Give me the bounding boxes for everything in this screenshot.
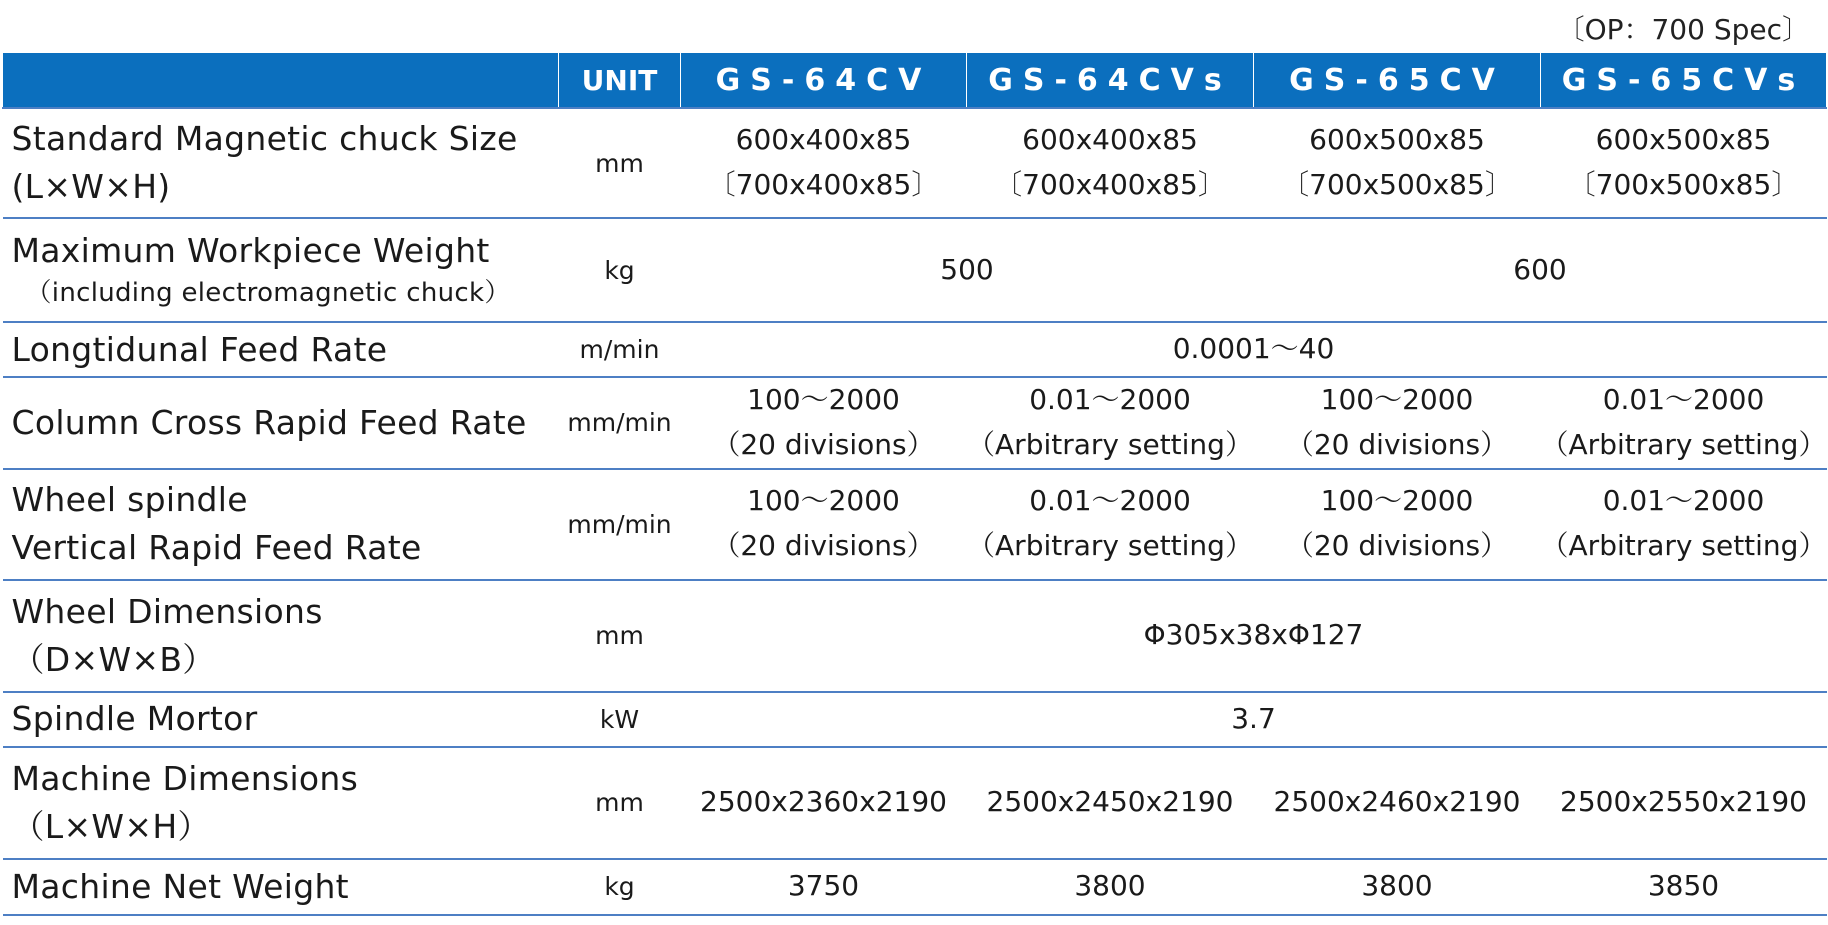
value-line: 0.01～2000 bbox=[1029, 383, 1191, 416]
value-line: （Arbitrary setting） bbox=[1540, 427, 1827, 461]
header-model-gs64cvs: GS-64CVs bbox=[967, 53, 1254, 108]
value-line: 〔700x500x85〕 bbox=[1567, 168, 1800, 201]
row-label bbox=[3, 108, 559, 218]
value-cell-gs65: 600 bbox=[1254, 218, 1827, 322]
unit-cell: mm/min bbox=[559, 469, 681, 580]
header-model-gs65cv: GS-65CV bbox=[1254, 53, 1541, 108]
row-machine-net-weight bbox=[3, 859, 1827, 915]
value-line: 〔700x500x85〕 bbox=[1281, 168, 1513, 201]
value-cell-all: 0.0001～40 bbox=[681, 322, 1827, 377]
value-cell bbox=[681, 377, 967, 469]
value-line: （Arbitrary setting） bbox=[967, 529, 1253, 563]
header-model-gs65cvs: GS-65CVs bbox=[1541, 53, 1827, 108]
row-label bbox=[3, 747, 559, 859]
value-cell bbox=[1254, 108, 1541, 218]
value-line: （20 divisions） bbox=[712, 427, 935, 461]
value-cell: 3800 bbox=[967, 859, 1254, 915]
value-line: 0.01～2000 bbox=[1602, 383, 1765, 416]
spec-table bbox=[2, 53, 1827, 916]
label-line: Machine Dimensions bbox=[11, 758, 359, 798]
value-line: 100～2000 bbox=[1320, 383, 1474, 416]
value-cell bbox=[967, 469, 1254, 580]
label-line: （L×W×H） bbox=[11, 806, 211, 846]
value-line: （20 divisions） bbox=[1285, 529, 1509, 563]
row-label: Spindle Mortor bbox=[3, 692, 559, 747]
unit-cell: m/min bbox=[559, 322, 681, 377]
value-line: 0.01～2000 bbox=[1029, 484, 1191, 518]
value-line: （20 divisions） bbox=[1285, 427, 1509, 461]
value-cell-all: Φ305x38xΦ127 bbox=[681, 580, 1827, 692]
value-cell bbox=[681, 469, 967, 580]
label-line: (L×W×H) bbox=[11, 167, 171, 206]
unit-cell: kW bbox=[559, 692, 681, 747]
value-cell bbox=[1254, 469, 1541, 580]
label-line: Wheel Dimensions bbox=[11, 591, 323, 631]
value-line: 0.01～2000 bbox=[1602, 484, 1765, 518]
unit-cell: mm bbox=[559, 108, 681, 218]
value-cell-all: 3.7 bbox=[681, 692, 1827, 747]
value-cell-gs64: 500 bbox=[681, 218, 1254, 322]
unit-cell: mm bbox=[559, 747, 681, 859]
header-model-gs64cv: GS-64CV bbox=[681, 53, 967, 108]
row-max-workpiece-weight bbox=[3, 218, 1827, 322]
row-label: Column Cross Rapid Feed Rate bbox=[3, 377, 559, 469]
label-line: （D×W×B） bbox=[11, 639, 216, 679]
value-line: （Arbitrary setting） bbox=[967, 427, 1253, 461]
row-machine-dimensions bbox=[3, 747, 1827, 859]
row-label bbox=[3, 580, 559, 692]
value-line: 600x400x85 bbox=[1022, 123, 1198, 157]
unit-cell: kg bbox=[559, 859, 681, 915]
row-longitudinal-feed-rate bbox=[3, 322, 1827, 377]
option-spec-note: 〔OP：700 Spec〕 bbox=[1556, 13, 1810, 46]
value-cell bbox=[1541, 469, 1827, 580]
value-cell: 3800 bbox=[1254, 859, 1541, 915]
header-item bbox=[3, 53, 559, 108]
value-line: 600x500x85 bbox=[1595, 123, 1772, 157]
unit-cell: mm bbox=[559, 580, 681, 692]
label-line: Vertical Rapid Feed Rate bbox=[11, 528, 422, 568]
value-line: （Arbitrary setting） bbox=[1540, 529, 1827, 563]
value-line: 600x500x85 bbox=[1309, 123, 1485, 157]
value-line: 〔700x400x85〕 bbox=[707, 168, 940, 201]
header-unit: UNIT bbox=[559, 53, 681, 108]
value-line: 100～2000 bbox=[747, 383, 900, 416]
value-line: 〔700x400x85〕 bbox=[994, 168, 1226, 201]
header-row bbox=[3, 53, 1827, 108]
value-line: 100～2000 bbox=[1320, 484, 1474, 518]
value-cell: 2500x2360x2190 bbox=[681, 747, 967, 859]
row-wheel-spindle-vertical-feed bbox=[3, 469, 1827, 580]
value-cell bbox=[967, 377, 1254, 469]
value-cell bbox=[681, 108, 967, 218]
value-line: 600x400x85 bbox=[735, 123, 912, 157]
label-line: Standard Magnetic chuck Size bbox=[11, 119, 518, 159]
unit-cell: mm/min bbox=[559, 377, 681, 469]
value-line: （20 divisions） bbox=[712, 529, 935, 563]
row-column-cross-rapid-feed bbox=[3, 377, 1827, 469]
value-cell bbox=[1254, 377, 1541, 469]
label-subline: （including electromagnetic chuck） bbox=[25, 278, 511, 309]
row-wheel-dimensions bbox=[3, 580, 1827, 692]
value-cell: 2500x2460x2190 bbox=[1254, 747, 1541, 859]
row-chuck-size bbox=[3, 108, 1827, 218]
value-line: 100～2000 bbox=[747, 484, 900, 518]
row-label: Longtidunal Feed Rate bbox=[3, 322, 559, 377]
value-cell bbox=[1541, 108, 1827, 218]
value-cell bbox=[967, 108, 1254, 218]
value-cell: 2500x2550x2190 bbox=[1541, 747, 1827, 859]
row-spindle-motor bbox=[3, 692, 1827, 747]
value-cell: 2500x2450x2190 bbox=[967, 747, 1254, 859]
value-cell: 3750 bbox=[681, 859, 967, 915]
label-line: Maximum Workpiece Weight bbox=[11, 231, 490, 271]
row-label bbox=[3, 218, 559, 322]
label-line: Wheel spindle bbox=[11, 480, 248, 520]
row-label: Machine Net Weight bbox=[3, 859, 559, 915]
value-cell bbox=[1541, 377, 1827, 469]
row-label bbox=[3, 469, 559, 580]
unit-cell: kg bbox=[559, 218, 681, 322]
value-cell: 3850 bbox=[1541, 859, 1827, 915]
